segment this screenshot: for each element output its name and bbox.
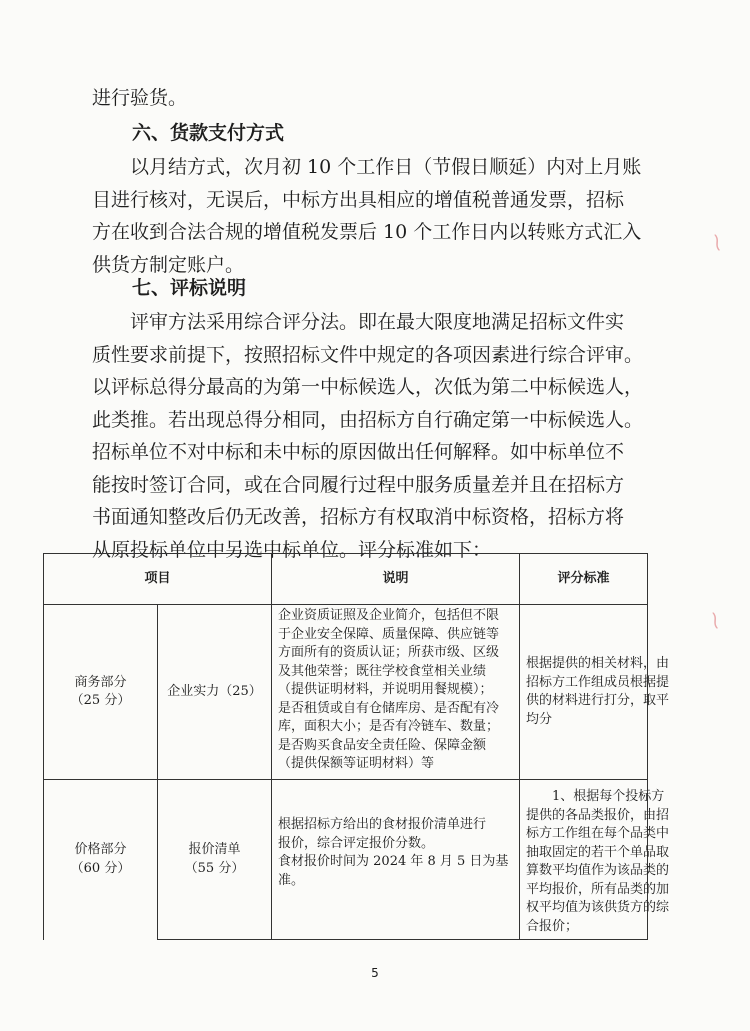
cell-line: 提供的各品类报价，由招 bbox=[526, 807, 670, 823]
cell-line: 标方工作组在每个品类中 bbox=[526, 826, 670, 841]
category-cell bbox=[44, 780, 158, 940]
cell-line: 报价清单 bbox=[188, 842, 241, 857]
header-desc: 说明 bbox=[272, 554, 520, 605]
text-line: 目进行核对，无误后，中标方出具相应的增值税普通发票，招标 bbox=[92, 188, 625, 211]
text-line: 此类推。若出现总得分相同，由招标方自行确定第一中标候选人。 bbox=[92, 408, 644, 431]
cell-line: 库，面积大小；是否有冷链车、数量； bbox=[278, 719, 500, 734]
table-header-row bbox=[44, 554, 648, 605]
cell-line: 平均报价，所有品类的加 bbox=[526, 881, 670, 897]
header-criteria: 评分标准 bbox=[520, 554, 648, 605]
cell-line: 抽取固定的若干个单品取 bbox=[526, 844, 670, 860]
scan-artifact-mark: ⁓ bbox=[703, 609, 727, 632]
text-line: 进行验货。 bbox=[92, 87, 188, 109]
text-line: 供货方制定账户。 bbox=[92, 253, 245, 276]
cell-line: 准。 bbox=[278, 872, 305, 888]
cell-line: 于企业安全保障、质量保障、供应链等 bbox=[278, 626, 500, 642]
section7-heading: 七、评标说明 bbox=[132, 277, 247, 299]
cell-line: （55 分） bbox=[184, 860, 245, 876]
text-line: 从原投标单位中另选中标单位。评分标准如下： bbox=[92, 538, 492, 561]
cell-line: 企业资质证照及企业简介，包括但不限 bbox=[278, 608, 500, 623]
cell-line: 价格部分 bbox=[74, 842, 127, 858]
text-line: 书面通知整改后仍无改善，招标方有权取消中标资格，招标方将 bbox=[92, 506, 625, 528]
cell-line: 算数平均值作为该品类的 bbox=[526, 863, 670, 878]
text-line: 以评标总得分最高的为第一中标候选人，次低为第二中标候选人， bbox=[92, 376, 644, 398]
category-cell bbox=[44, 605, 158, 780]
criteria-cell bbox=[520, 780, 670, 940]
table-row bbox=[44, 780, 648, 940]
criteria-cell bbox=[520, 605, 670, 780]
cell-line: 供的材料进行打分，取平 bbox=[526, 693, 670, 708]
page-number: 5 bbox=[371, 966, 379, 980]
cell-line: 权平均值为该供货方的综 bbox=[526, 900, 670, 915]
cell-line: 合报价； bbox=[526, 918, 579, 934]
section6-heading: 六、货款支付方式 bbox=[132, 122, 285, 144]
text-line: 方在收到合法合规的增值税发票后 10 个工作日内以转账方式汇入 bbox=[92, 221, 642, 243]
description-cell bbox=[272, 780, 520, 940]
cell-line: （25 分） bbox=[70, 693, 131, 708]
cell-line: 根据招标方给出的食材报价清单进行 bbox=[278, 817, 487, 832]
scoring-table bbox=[43, 553, 670, 940]
scan-artifact-mark: ⁓ bbox=[705, 231, 729, 254]
cell-line: 报价，综合评定报价分数。 bbox=[278, 835, 435, 851]
cell-line: （60 分） bbox=[70, 860, 131, 876]
subcategory-cell bbox=[158, 780, 272, 940]
cell-line: 及其他荣誉；既往学校食堂相关业绩 bbox=[278, 663, 487, 679]
cell-line: 是否租赁或自有仓储库房、是否配有冷 bbox=[278, 700, 500, 716]
cell-line: 商务部分 bbox=[74, 674, 127, 690]
cell-line: 企业实力（25） bbox=[167, 683, 262, 699]
cell-line: 是否购买食品安全责任险、保障金额 bbox=[278, 737, 487, 753]
section7-body bbox=[92, 306, 657, 566]
text-line: 以月结方式，次月初 10 个工作日（节假日顺延）内对上月账 bbox=[130, 156, 642, 178]
intro-line bbox=[92, 82, 657, 115]
cell-line: 根据提供的相关材料，由 bbox=[526, 656, 670, 671]
text-line: 能按时签订合同，或在合同履行过程中服务质量差并且在招标方 bbox=[92, 473, 625, 496]
cell-line: （提供证明材料，并说明用餐规模）； bbox=[278, 682, 493, 697]
cell-line: 均分 bbox=[526, 711, 553, 727]
header-item: 项目 bbox=[44, 554, 272, 605]
cell-line: 食材报价时间为 2024 年 8 月 5 日为基 bbox=[278, 854, 509, 869]
text-line: 评审方法采用综合评分法。即在最大限度地满足招标文件实 bbox=[130, 311, 625, 333]
text-line: 质性要求前提下，按照招标文件中规定的各项因素进行综合评审。 bbox=[92, 343, 644, 366]
cell-line: （提供保额等证明材料）等 bbox=[278, 756, 435, 771]
section6-body bbox=[92, 151, 657, 281]
cell-line: 1、根据每个投标方 bbox=[526, 789, 665, 804]
text-line: 招标单位不对中标和未中标的原因做出任何解释。如中标单位不 bbox=[92, 441, 625, 463]
description-cell bbox=[272, 605, 520, 780]
cell-line: 方面所有的资质认证；所获市级、区级 bbox=[278, 645, 500, 660]
subcategory-cell bbox=[158, 605, 272, 780]
cell-line: 招标方工作组成员根据提 bbox=[526, 674, 670, 690]
table-row bbox=[44, 605, 648, 780]
